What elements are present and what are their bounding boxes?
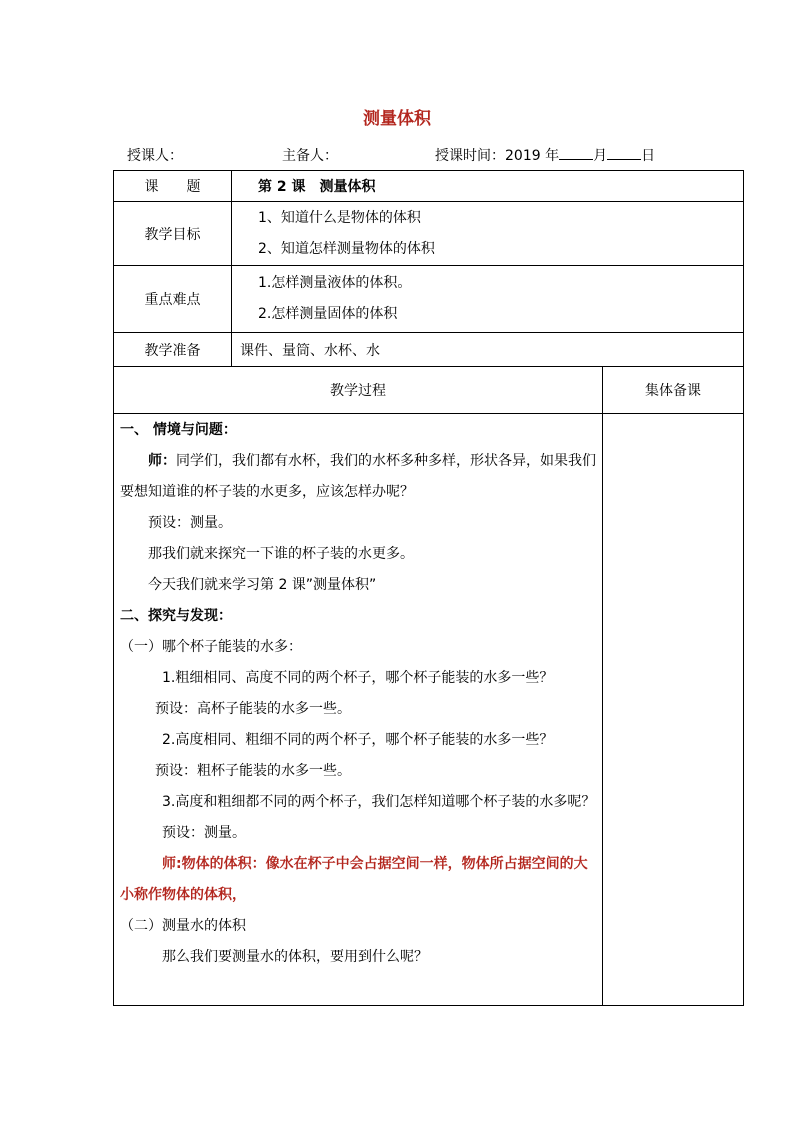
process-header: 教学过程 <box>114 367 603 414</box>
explore-line: 那我们就来探究一下谁的杯子装的水更多。 <box>148 546 414 562</box>
question-3-preset: 预设：测量。 <box>162 825 246 841</box>
day-label: 日 <box>641 148 656 164</box>
time-label: 授课时间：2019 年 <box>435 148 560 164</box>
preset-answer: 预设：测量。 <box>148 515 232 531</box>
day-blank <box>607 145 641 160</box>
document-title: 测量体积 <box>363 109 431 129</box>
question-2: 2.高度相同、粗细不同的两个杯子，哪个杯子能装的水多一些？ <box>162 732 554 748</box>
teacher-intro-line <box>114 446 602 477</box>
key-point-item: 1.怎样测量液体的体积。 <box>258 275 412 291</box>
lesson-plan-table <box>113 170 744 1006</box>
today-line: 今天我们就来学习第 2 课”测量体积” <box>148 577 377 593</box>
key-points-row <box>114 266 744 333</box>
question-1-preset: 预设：高杯子能装的水多一些。 <box>155 701 351 717</box>
prep-row <box>114 333 744 367</box>
subsection-1-heading: （一）哪个杯子能装的水多： <box>120 639 302 655</box>
teacher-intro-continuation: 要想知道谁的杯子装的水更多，应该怎样办呢？ <box>120 484 414 500</box>
month-blank <box>559 145 593 160</box>
section-1-heading: 一、 情境与问题： <box>120 422 237 438</box>
process-content <box>114 414 603 1006</box>
goal-item: 1、知道什么是物体的体积 <box>258 209 421 226</box>
volume-definition-line-1: 师:物体的体积：像水在杯子中会占据空间一样，物体所占据空间的大 <box>162 856 588 872</box>
topic-row <box>114 171 744 202</box>
teacher-prefix: 师： <box>148 453 176 469</box>
lecturer-label: 授课人： <box>127 148 183 164</box>
goals-row <box>114 202 744 266</box>
month-label: 月 <box>593 148 608 164</box>
section-2-heading: 二、探究与发现： <box>120 608 232 624</box>
teacher-intro-text: 同学们，我们都有水杯，我们的水杯多种多样，形状各异，如果我们 <box>176 453 596 469</box>
prep-value: 课件、量筒、水杯、水 <box>232 333 744 367</box>
goals-label: 教学目标 <box>114 202 232 266</box>
preparer-label: 主备人： <box>282 148 338 164</box>
key-point-item: 2.怎样测量固体的体积 <box>258 306 398 322</box>
process-row <box>114 414 744 1006</box>
goal-item: 2、知道怎样测量物体的体积 <box>258 240 435 257</box>
topic-value: 第 2 课 测量体积 <box>232 171 744 202</box>
process-header-row <box>114 367 744 414</box>
question-1: 1.粗细相同、高度不同的两个杯子，哪个杯子能装的水多一些？ <box>162 670 554 686</box>
prep-label: 教学准备 <box>114 333 232 367</box>
collective-notes-cell <box>603 414 744 1006</box>
question-3: 3.高度和粗细都不同的两个杯子，我们怎样知道哪个杯子装的水多呢？ <box>162 794 596 810</box>
topic-label: 课 题 <box>114 171 232 202</box>
question-2-preset: 预设：粗杯子能装的水多一些。 <box>155 763 351 779</box>
measure-water-question: 那么我们要测量水的体积，要用到什么呢？ <box>162 949 428 965</box>
lesson-time <box>435 145 655 165</box>
goals-list <box>232 202 744 266</box>
volume-definition-line-2: 小称作物体的体积， <box>120 887 246 903</box>
collective-header: 集体备课 <box>603 367 744 414</box>
subsection-2-heading: （二）测量水的体积 <box>120 918 246 934</box>
key-points-list <box>232 266 744 333</box>
key-points-label: 重点难点 <box>114 266 232 333</box>
